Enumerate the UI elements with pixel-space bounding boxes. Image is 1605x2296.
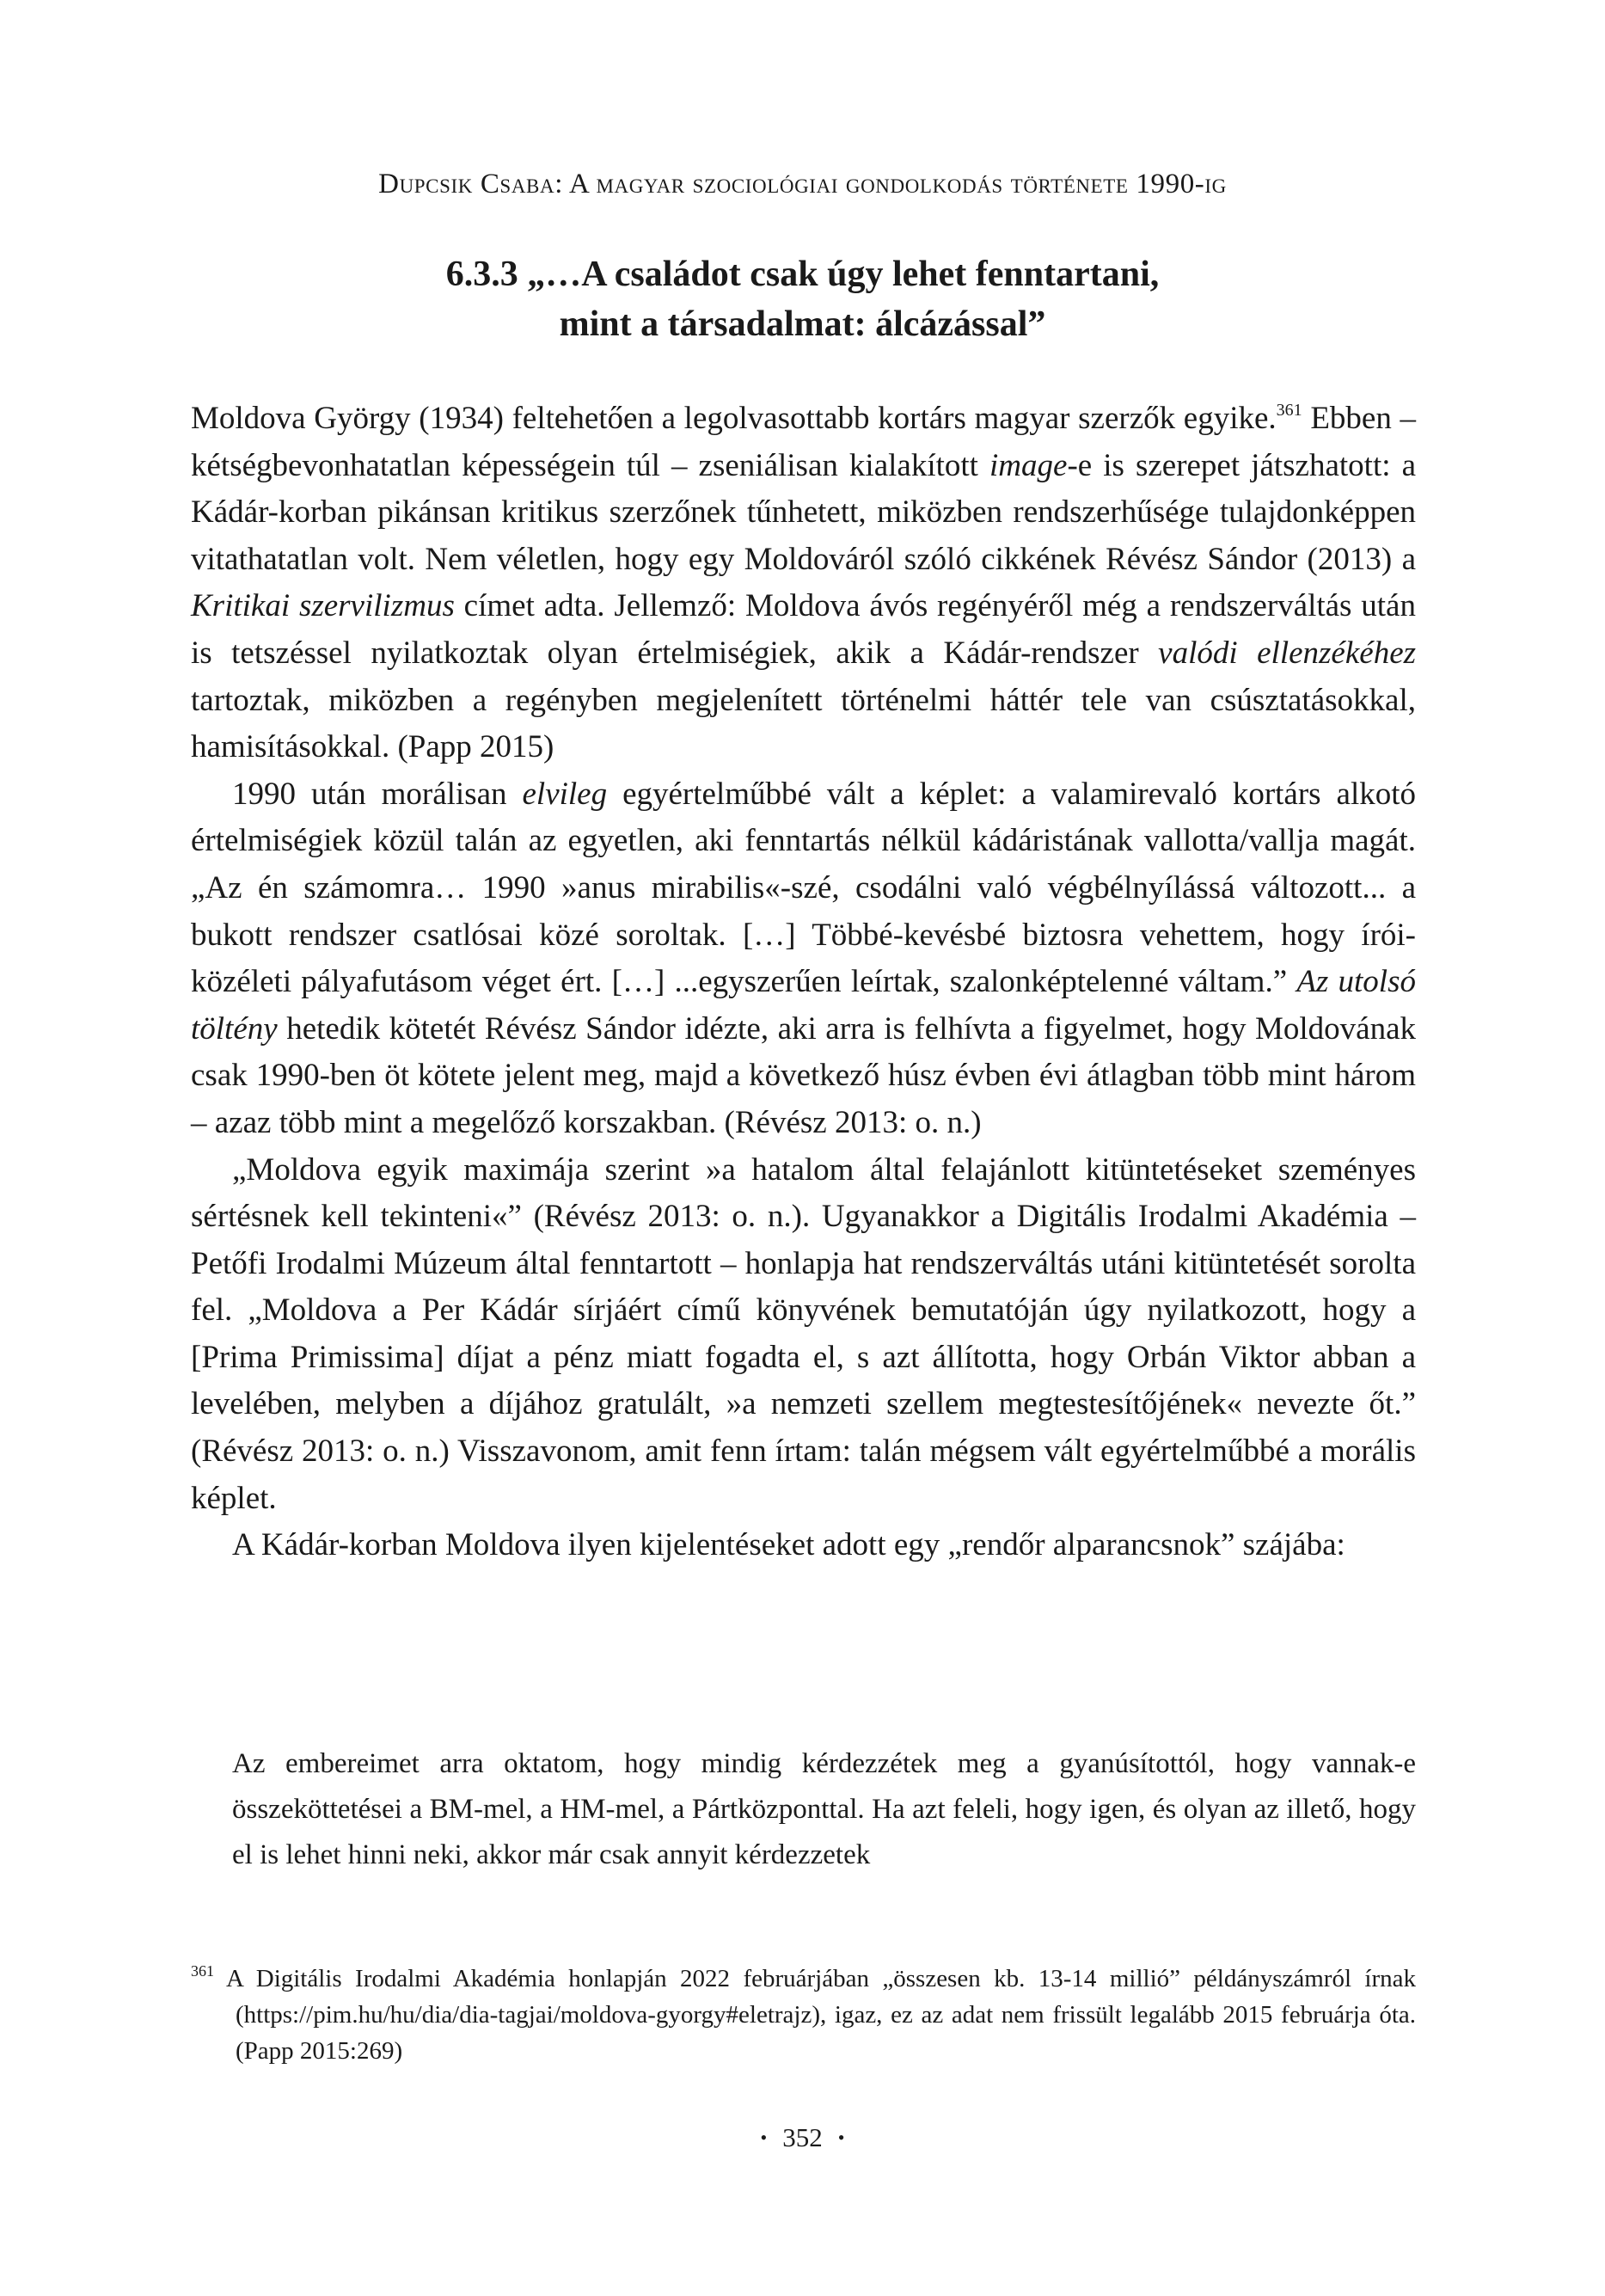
section-title-line-2: mint a társadalmat: álcázással” <box>559 304 1046 344</box>
block-quote: Az embereimet arra oktatom, hogy mindig kérdezzétek meg a gyanúsítottól, hogy vannak-e összeköttetései a BM-mel, a HM-mel, a Pártközponttal. Ha azt feleli, hogy igen, és olyan az illető, hogy el is lehet hinni neki, akkor már csak annyit kérdezzetek <box>232 1748 1416 1870</box>
text-run: hetedik kötetét Révész Sándor idézte, aki arra is felhívta a figyelmet, hogy Moldovának csak 1990-ben öt kötete jelent meg, majd a következő húsz évben évi átlagban több mint három – azaz több mint a megelőző korszakban. (Révész 2013: o. n.) <box>191 1010 1416 1140</box>
paragraph <box>191 1147 1416 1523</box>
footnotes <box>191 1961 1416 2069</box>
footnote-text: A Digitális Irodalmi Akadémia honlapján 2022 februárjában „összesen kb. 13-14 millió” példányszámról írnak (https://pim.hu/hu/dia/dia-tagjai/moldova-gyorgy#eletrajz), igaz, ez az adat nem frissült legalább 2015 februárja óta. (Papp 2015:269) <box>226 1965 1416 2065</box>
footnote-361 <box>191 1961 1416 2069</box>
section-title-text-1: „…A családot csak úgy lehet fenntartani, <box>527 255 1160 294</box>
section-number: 6.3.3 <box>445 255 518 294</box>
section-title <box>0 249 1605 349</box>
text-run: -e is szerepet játszhatott: a Kádár-korban pikánsan kritikus szerzőnek tűnhetett, miközben rendszerhűsége tulajdonképpen vitathatatlan volt. Nem véletlen, hogy egy Moldováról szóló cikkének Révész Sándor (2013) a <box>191 447 1416 577</box>
italic-text: Kritikai szervilizmus <box>191 588 455 624</box>
page-number-value: 352 <box>782 2122 823 2152</box>
italic-text: elvileg <box>522 776 608 812</box>
footnote-number: 361 <box>191 1962 214 1980</box>
text-run: Ebben – kétségbevonhatatlan képességein túl – zseniálisan kialakított <box>191 401 1416 483</box>
text-run: A Kádár-korban Moldova ilyen kijelentéseket adott egy „rendőr alparancsnok” szájába: <box>232 1527 1345 1563</box>
paragraph <box>191 396 1416 771</box>
text-run: címet adta. Jellemző: Moldova ávós regényéről még a rendszerváltás után is tetszéssel nyilatkoztak olyan értelmiségiek, akik a Kádár-rendszer <box>191 588 1416 671</box>
italic-text: image <box>989 447 1068 483</box>
page-number <box>0 2122 1605 2153</box>
bullet-icon: • <box>760 2127 768 2148</box>
italic-text: valódi ellenzékéhez <box>1158 635 1417 671</box>
running-head: Dupcsik Csaba: A magyar szociológiai gondolkodás története 1990-ig <box>378 169 1227 200</box>
paragraph <box>191 771 1416 1147</box>
text-run: tartoztak, miközben a regényben megjelenített történelmi háttér tele van csúsztatásokkal, hamisításokkal. (Papp 2015) <box>191 682 1416 765</box>
paragraph <box>191 1522 1416 1569</box>
italic-text: Az utolsó töltény <box>191 964 1416 1047</box>
body-text <box>191 396 1416 1569</box>
section-title-line-1 <box>0 249 1605 299</box>
footnote-reference: 361 <box>1276 401 1302 420</box>
text-run: egyértelműbbé vált a képlet: a valamirevaló kortárs alkotó értelmiségiek közül talán az egyetlen, aki fenntartás nélkül kádáristának vallotta/vallja magát. „Az én számomra… 1990 »anus mirabilis«-szé, csodálni való végbélnyílássá változott... a bukott rendszer csatlósai közé soroltak. […] Többé-kevésbé biztosra vehettem, hogy írói-közéleti pályafutásom véget ért. […] ...egyszerűen leírtak, szalonképtelenné váltam.” <box>191 776 1417 1000</box>
text-run: „Moldova egyik maximája szerint »a hatalom által felajánlott kitüntetéseket szeményes sértésnek kell tekinteni«” (Révész 2013: o. n.). Ugyanakkor a Digitális Irodalmi Akadémia – Petőfi Irodalmi Múzeum által fenntartott – honlapja hat rendszerváltás utáni kitüntetését sorolta fel. „Moldova a Per Kádár sírjáért című könyvének bemutatóján úgy nyilatkozott, hogy a [Prima Primissima] díjat a pénz miatt fogadta el, s azt állította, hogy Orbán Viktor abban a levelében, melyben a díjához gratulált, »a nemzeti szellem megtestesítőjének« nevezte őt.” (Révész 2013: o. n.) Visszavonom, amit fenn írtam: talán mégsem vált egyértelműbbé a morális képlet. <box>191 1151 1416 1516</box>
text-run: Moldova György (1934) feltehetően a legolvasottabb kortárs magyar szerzők egyike. <box>191 401 1277 436</box>
text-run: 1990 után morálisan <box>232 776 523 812</box>
bullet-icon: • <box>837 2127 845 2148</box>
